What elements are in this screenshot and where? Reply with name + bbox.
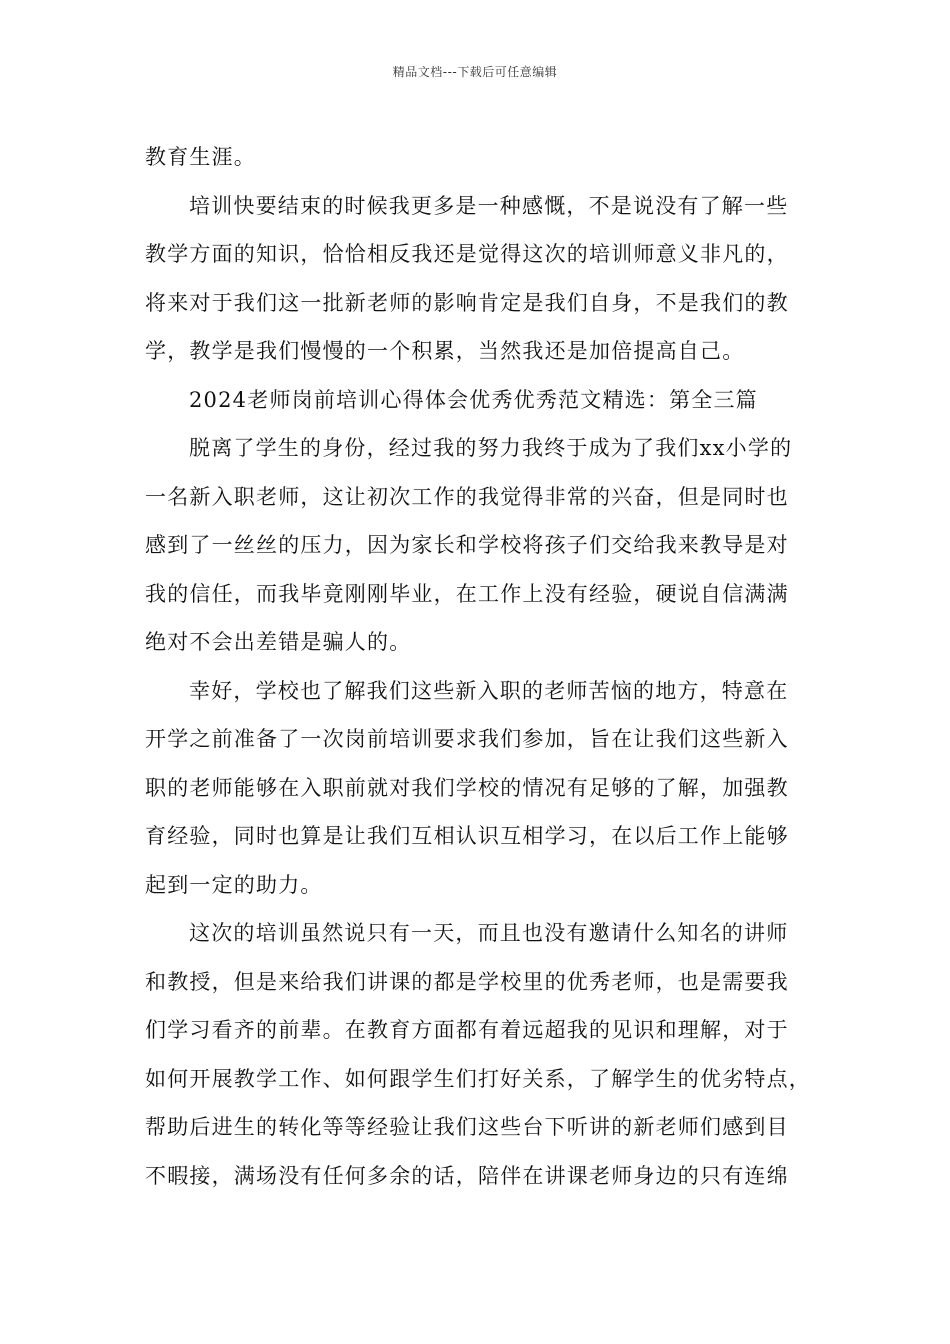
text-line: 起到一定的助力。 (145, 872, 323, 897)
text-line: 幸好，学校也了解我们这些新入职的老师苦恼的地方，特意在 (189, 678, 789, 703)
text-line: 感到了一丝丝的压力，因为家长和学校将孩子们交给我来教导是对 (145, 533, 789, 557)
text-line: 开学之前准备了一次岗前培训要求我们参加，旨在让我们这些新入 (145, 727, 789, 751)
document-body (145, 133, 825, 1200)
text-line: 脱离了学生的身份，经过我的努力我终于成为了我们xx小学的 (189, 436, 793, 460)
text-line: 教育生涯。 (145, 145, 256, 169)
text-line: 培训快要结束的时候我更多是一种感慨，不是说没有了解一些 (189, 193, 789, 218)
text-line: 一名新入职老师，这让初次工作的我觉得非常的兴奋，但是同时也 (145, 484, 789, 509)
text-line: 绝对不会出差错是骗人的。 (145, 630, 412, 654)
text-line: 这次的培训虽然说只有一天，而且也没有邀请什么知名的讲师 (189, 921, 789, 945)
text-line: 我的信任，而我毕竟刚刚毕业，在工作上没有经验，硬说自信满满 (145, 581, 789, 606)
text-line: 们学习看齐的前辈。在教育方面都有着远超我的见识和理解，对于 (145, 1018, 789, 1042)
page-header: 精品文档---下载后可任意编辑 (392, 65, 558, 79)
text-line: 帮助后进生的转化等等经验让我们这些台下听讲的新老师们感到目 (145, 1115, 789, 1139)
text-line: 不暇接，满场没有任何多余的话，陪伴在讲课老师身边的只有连绵 (145, 1163, 789, 1188)
text-line: 将来对于我们这一批新老师的影响肯定是我们自身，不是我们的教 (145, 290, 789, 315)
text-line: 2024老师岗前培训心得体会优秀优秀范文精选：第全三篇 (189, 387, 758, 412)
text-line: 育经验，同时也算是让我们互相认识互相学习，在以后工作上能够 (145, 824, 789, 848)
text-line: 学，教学是我们慢慢的一个积累，当然我还是加倍提高自己。 (145, 339, 745, 363)
text-line: 和教授，但是来给我们讲课的都是学校里的优秀老师，也是需要我 (145, 969, 789, 994)
text-line: 职的老师能够在入职前就对我们学校的情况有足够的了解，加强教 (145, 775, 789, 800)
text-line: 如何开展教学工作、如何跟学生们打好关系，了解学生的优劣特点， (145, 1066, 811, 1091)
text-line: 教学方面的知识，恰恰相反我还是觉得这次的培训师意义非凡的， (145, 242, 789, 266)
